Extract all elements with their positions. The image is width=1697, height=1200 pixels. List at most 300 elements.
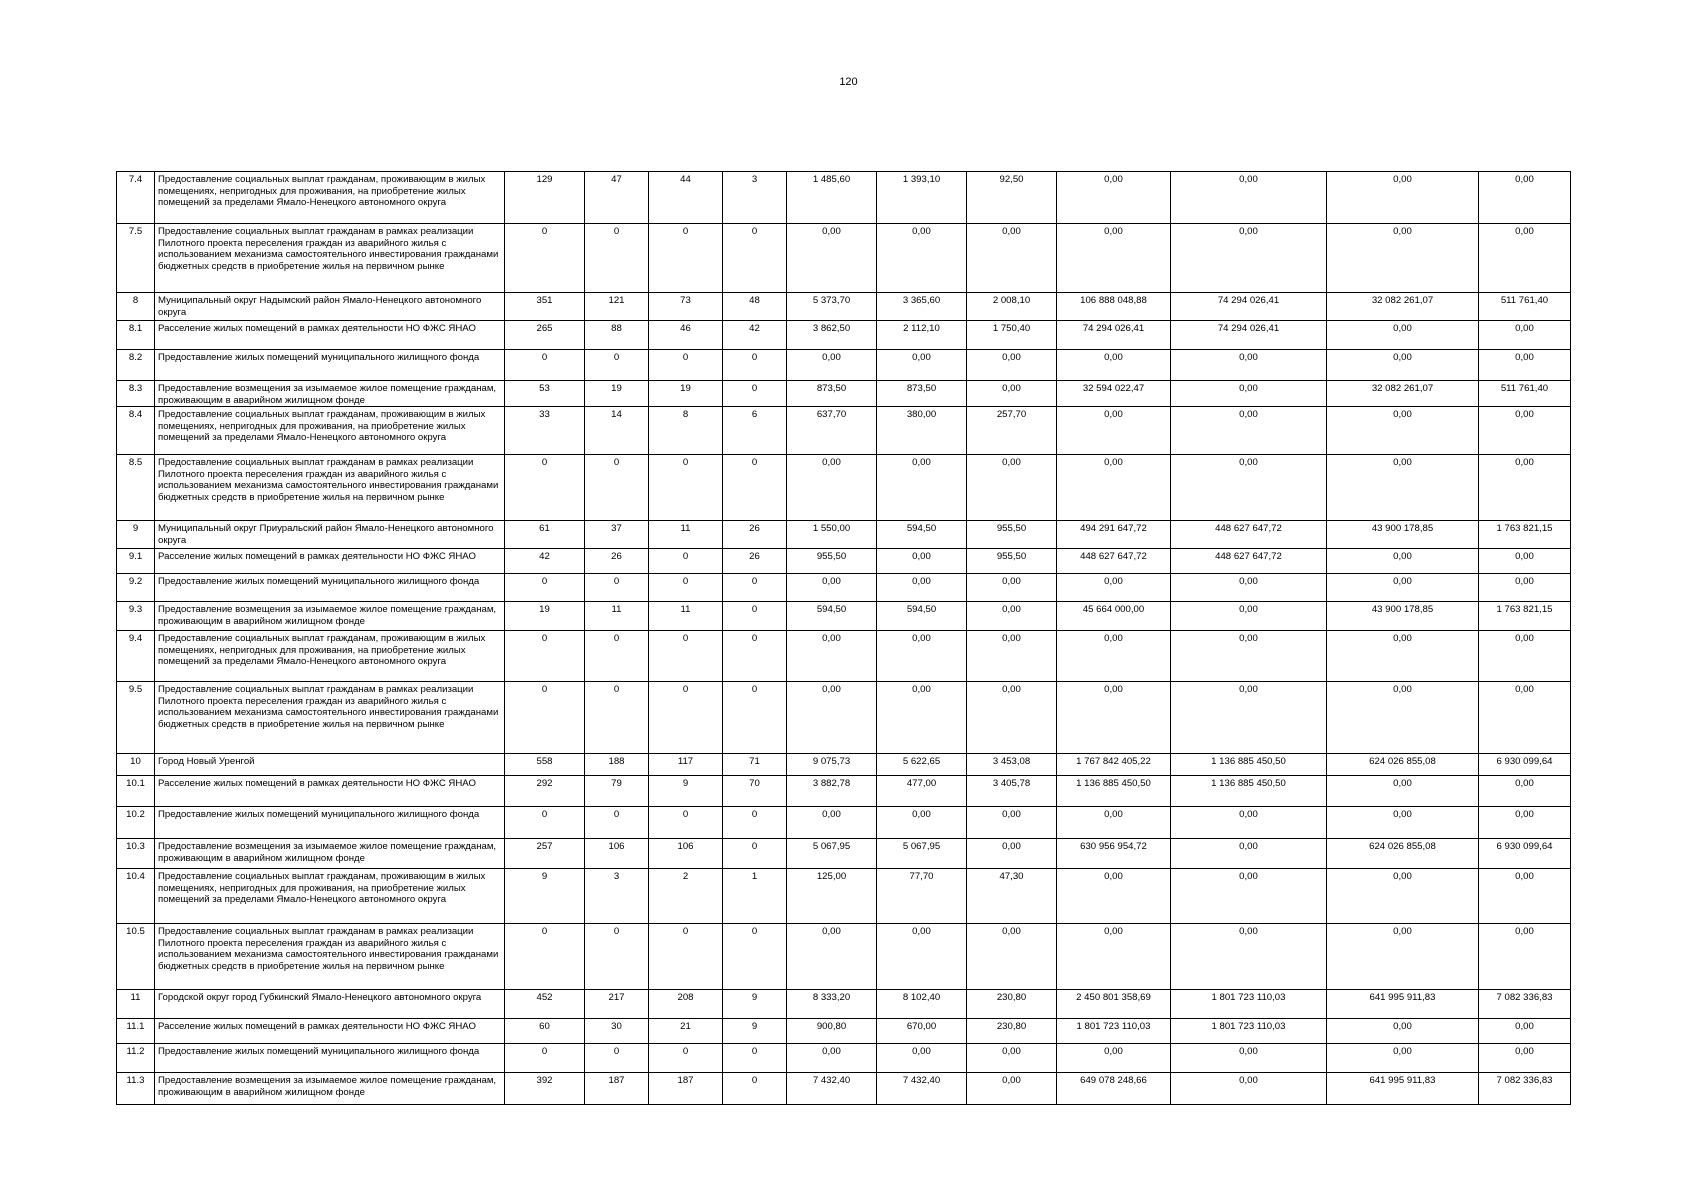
row-name-cell: Расселение жилых помещений в рамках деятельности НО ФЖС ЯНАО xyxy=(155,321,505,350)
table-row xyxy=(117,924,1571,990)
value-cell-col-4: 0 xyxy=(723,924,787,990)
table-row xyxy=(117,293,1571,321)
table-row xyxy=(117,350,1571,381)
row-number-cell: 7.5 xyxy=(117,224,155,293)
value-cell-col-4: 9 xyxy=(723,990,787,1019)
value-cell-col-11: 6 930 099,64 xyxy=(1479,754,1571,776)
row-number-cell: 9 xyxy=(117,521,155,549)
table-row xyxy=(117,754,1571,776)
row-name-cell: Предоставление возмещения за изымаемое жилое помещение гражданам, проживающим в аварийном жилищном фонде xyxy=(155,839,505,869)
value-cell-col-8: 32 594 022,47 xyxy=(1057,381,1171,407)
value-cell-col-4: 0 xyxy=(723,1044,787,1073)
value-cell-col-3: 0 xyxy=(649,224,723,293)
value-cell-col-10: 32 082 261,07 xyxy=(1327,293,1479,321)
value-cell-col-7: 3 405,78 xyxy=(967,776,1057,807)
value-cell-col-9: 74 294 026,41 xyxy=(1171,321,1327,350)
value-cell-col-6: 1 393,10 xyxy=(877,172,967,224)
value-cell-col-11: 0,00 xyxy=(1479,924,1571,990)
table-row xyxy=(117,172,1571,224)
row-name-cell: Предоставление жилых помещений муниципального жилищного фонда xyxy=(155,350,505,381)
value-cell-col-11: 0,00 xyxy=(1479,350,1571,381)
value-cell-col-5: 0,00 xyxy=(787,574,877,602)
row-number-cell: 11.1 xyxy=(117,1019,155,1044)
value-cell-col-2: 0 xyxy=(585,631,649,682)
value-cell-col-2: 14 xyxy=(585,407,649,455)
value-cell-col-10: 0,00 xyxy=(1327,224,1479,293)
value-cell-col-7: 0,00 xyxy=(967,807,1057,839)
value-cell-col-4: 70 xyxy=(723,776,787,807)
value-cell-col-8: 0,00 xyxy=(1057,869,1171,924)
row-name-cell: Расселение жилых помещений в рамках деятельности НО ФЖС ЯНАО xyxy=(155,549,505,574)
row-number-cell: 8.1 xyxy=(117,321,155,350)
value-cell-col-10: 641 995 911,83 xyxy=(1327,990,1479,1019)
value-cell-col-8: 106 888 048,88 xyxy=(1057,293,1171,321)
table-row xyxy=(117,1073,1571,1105)
value-cell-col-5: 3 862,50 xyxy=(787,321,877,350)
value-cell-col-1: 0 xyxy=(505,807,585,839)
value-cell-col-5: 0,00 xyxy=(787,224,877,293)
value-cell-col-11: 0,00 xyxy=(1479,407,1571,455)
value-cell-col-8: 0,00 xyxy=(1057,807,1171,839)
row-name-cell: Предоставление жилых помещений муниципального жилищного фонда xyxy=(155,807,505,839)
row-name-cell: Предоставление социальных выплат гражданам, проживающим в жилых помещениях, непригодных для проживания, на приобретение жилых помещений за пределами Ямало-Ненецкого автономного округа xyxy=(155,172,505,224)
row-number-cell: 9.2 xyxy=(117,574,155,602)
value-cell-col-5: 873,50 xyxy=(787,381,877,407)
value-cell-col-8: 0,00 xyxy=(1057,924,1171,990)
value-cell-col-1: 392 xyxy=(505,1073,585,1105)
value-cell-col-3: 208 xyxy=(649,990,723,1019)
value-cell-col-1: 129 xyxy=(505,172,585,224)
value-cell-col-7: 230,80 xyxy=(967,1019,1057,1044)
value-cell-col-7: 230,80 xyxy=(967,990,1057,1019)
value-cell-col-11: 7 082 336,83 xyxy=(1479,1073,1571,1105)
value-cell-col-2: 11 xyxy=(585,602,649,631)
row-number-cell: 11.2 xyxy=(117,1044,155,1073)
value-cell-col-7: 0,00 xyxy=(967,455,1057,521)
value-cell-col-6: 0,00 xyxy=(877,549,967,574)
value-cell-col-6: 0,00 xyxy=(877,1044,967,1073)
page-number: 120 xyxy=(839,76,858,88)
value-cell-col-5: 5 373,70 xyxy=(787,293,877,321)
value-cell-col-2: 0 xyxy=(585,574,649,602)
value-cell-col-3: 9 xyxy=(649,776,723,807)
value-cell-col-11: 1 763 821,15 xyxy=(1479,521,1571,549)
value-cell-col-11: 1 763 821,15 xyxy=(1479,602,1571,631)
value-cell-col-9: 1 801 723 110,03 xyxy=(1171,990,1327,1019)
value-cell-col-5: 594,50 xyxy=(787,602,877,631)
value-cell-col-9: 0,00 xyxy=(1171,869,1327,924)
value-cell-col-3: 187 xyxy=(649,1073,723,1105)
row-name-cell: Предоставление жилых помещений муниципального жилищного фонда xyxy=(155,574,505,602)
table-row xyxy=(117,381,1571,407)
value-cell-col-9: 0,00 xyxy=(1171,602,1327,631)
value-cell-col-6: 0,00 xyxy=(877,574,967,602)
value-cell-col-8: 1 767 842 405,22 xyxy=(1057,754,1171,776)
value-cell-col-2: 88 xyxy=(585,321,649,350)
value-cell-col-6: 670,00 xyxy=(877,1019,967,1044)
value-cell-col-10: 0,00 xyxy=(1327,1044,1479,1073)
row-number-cell: 7.4 xyxy=(117,172,155,224)
value-cell-col-4: 1 xyxy=(723,869,787,924)
value-cell-col-1: 0 xyxy=(505,924,585,990)
value-cell-col-8: 74 294 026,41 xyxy=(1057,321,1171,350)
value-cell-col-7: 257,70 xyxy=(967,407,1057,455)
value-cell-col-11: 0,00 xyxy=(1479,1019,1571,1044)
value-cell-col-6: 594,50 xyxy=(877,521,967,549)
table-row xyxy=(117,1044,1571,1073)
value-cell-col-4: 0 xyxy=(723,682,787,754)
value-cell-col-8: 448 627 647,72 xyxy=(1057,549,1171,574)
row-name-cell: Предоставление социальных выплат гражданам в рамках реализации Пилотного проекта переселения граждан из аварийного жилья с использованием механизма самостоятельного инвестирования гражданами бюджетных средств в приобретение жилья на первичном рынке xyxy=(155,924,505,990)
value-cell-col-3: 0 xyxy=(649,924,723,990)
value-cell-col-11: 0,00 xyxy=(1479,321,1571,350)
value-cell-col-2: 30 xyxy=(585,1019,649,1044)
value-cell-col-6: 380,00 xyxy=(877,407,967,455)
value-cell-col-5: 0,00 xyxy=(787,1044,877,1073)
value-cell-col-2: 79 xyxy=(585,776,649,807)
value-cell-col-10: 0,00 xyxy=(1327,407,1479,455)
row-name-cell: Предоставление возмещения за изымаемое жилое помещение гражданам, проживающим в аварийном жилищном фонде xyxy=(155,381,505,407)
value-cell-col-9: 0,00 xyxy=(1171,574,1327,602)
value-cell-col-4: 0 xyxy=(723,224,787,293)
value-cell-col-7: 0,00 xyxy=(967,224,1057,293)
value-cell-col-9: 448 627 647,72 xyxy=(1171,521,1327,549)
value-cell-col-2: 217 xyxy=(585,990,649,1019)
value-cell-col-9: 0,00 xyxy=(1171,455,1327,521)
value-cell-col-2: 0 xyxy=(585,455,649,521)
table-row xyxy=(117,224,1571,293)
value-cell-col-11: 0,00 xyxy=(1479,172,1571,224)
value-cell-col-3: 21 xyxy=(649,1019,723,1044)
value-cell-col-8: 0,00 xyxy=(1057,224,1171,293)
table-row xyxy=(117,807,1571,839)
row-number-cell: 9.1 xyxy=(117,549,155,574)
value-cell-col-1: 292 xyxy=(505,776,585,807)
table-row xyxy=(117,321,1571,350)
value-cell-col-5: 8 333,20 xyxy=(787,990,877,1019)
value-cell-col-2: 19 xyxy=(585,381,649,407)
value-cell-col-7: 0,00 xyxy=(967,381,1057,407)
value-cell-col-9: 0,00 xyxy=(1171,350,1327,381)
value-cell-col-4: 0 xyxy=(723,602,787,631)
value-cell-col-10: 43 900 178,85 xyxy=(1327,521,1479,549)
value-cell-col-10: 0,00 xyxy=(1327,924,1479,990)
value-cell-col-4: 42 xyxy=(723,321,787,350)
value-cell-col-4: 0 xyxy=(723,807,787,839)
row-name-cell: Предоставление социальных выплат гражданам в рамках реализации Пилотного проекта переселения граждан из аварийного жилья с использованием механизма самостоятельного инвестирования гражданами бюджетных средств в приобретение жилья на первичном рынке xyxy=(155,455,505,521)
value-cell-col-4: 0 xyxy=(723,839,787,869)
value-cell-col-6: 594,50 xyxy=(877,602,967,631)
value-cell-col-11: 0,00 xyxy=(1479,574,1571,602)
value-cell-col-6: 873,50 xyxy=(877,381,967,407)
value-cell-col-5: 0,00 xyxy=(787,807,877,839)
value-cell-col-5: 955,50 xyxy=(787,549,877,574)
value-cell-col-9: 1 801 723 110,03 xyxy=(1171,1019,1327,1044)
table-row xyxy=(117,455,1571,521)
row-number-cell: 8.5 xyxy=(117,455,155,521)
value-cell-col-10: 0,00 xyxy=(1327,682,1479,754)
value-cell-col-11: 0,00 xyxy=(1479,455,1571,521)
value-cell-col-9: 0,00 xyxy=(1171,807,1327,839)
row-number-cell: 8.3 xyxy=(117,381,155,407)
value-cell-col-2: 106 xyxy=(585,839,649,869)
row-name-cell: Предоставление социальных выплат гражданам, проживающим в жилых помещениях, непригодных для проживания, на приобретение жилых помещений за пределами Ямало-Ненецкого автономного округа xyxy=(155,631,505,682)
row-name-cell: Предоставление социальных выплат гражданам в рамках реализации Пилотного проекта переселения граждан из аварийного жилья с использованием механизма самостоятельного инвестирования гражданами бюджетных средств в приобретение жилья на первичном рынке xyxy=(155,224,505,293)
row-number-cell: 8.4 xyxy=(117,407,155,455)
table-row xyxy=(117,521,1571,549)
value-cell-col-1: 0 xyxy=(505,631,585,682)
value-cell-col-6: 7 432,40 xyxy=(877,1073,967,1105)
table-row xyxy=(117,682,1571,754)
value-cell-col-10: 0,00 xyxy=(1327,321,1479,350)
row-number-cell: 11.3 xyxy=(117,1073,155,1105)
value-cell-col-4: 26 xyxy=(723,549,787,574)
value-cell-col-10: 0,00 xyxy=(1327,350,1479,381)
value-cell-col-1: 0 xyxy=(505,574,585,602)
value-cell-col-2: 47 xyxy=(585,172,649,224)
value-cell-col-6: 5 622,65 xyxy=(877,754,967,776)
value-cell-col-10: 624 026 855,08 xyxy=(1327,754,1479,776)
value-cell-col-5: 125,00 xyxy=(787,869,877,924)
value-cell-col-3: 19 xyxy=(649,381,723,407)
value-cell-col-8: 2 450 801 358,69 xyxy=(1057,990,1171,1019)
row-name-cell: Городской округ город Губкинский Ямало-Ненецкого автономного округа xyxy=(155,990,505,1019)
value-cell-col-10: 0,00 xyxy=(1327,574,1479,602)
value-cell-col-9: 1 136 885 450,50 xyxy=(1171,776,1327,807)
value-cell-col-8: 494 291 647,72 xyxy=(1057,521,1171,549)
value-cell-col-6: 2 112,10 xyxy=(877,321,967,350)
row-name-cell: Предоставление социальных выплат гражданам в рамках реализации Пилотного проекта переселения граждан из аварийного жилья с использованием механизма самостоятельного инвестирования гражданами бюджетных средств в приобретение жилья на первичном рынке xyxy=(155,682,505,754)
value-cell-col-5: 637,70 xyxy=(787,407,877,455)
value-cell-col-3: 0 xyxy=(649,574,723,602)
value-cell-col-1: 351 xyxy=(505,293,585,321)
value-cell-col-11: 0,00 xyxy=(1479,807,1571,839)
row-number-cell: 9.3 xyxy=(117,602,155,631)
value-cell-col-9: 448 627 647,72 xyxy=(1171,549,1327,574)
value-cell-col-3: 0 xyxy=(649,455,723,521)
value-cell-col-3: 46 xyxy=(649,321,723,350)
value-cell-col-11: 0,00 xyxy=(1479,776,1571,807)
value-cell-col-7: 955,50 xyxy=(967,521,1057,549)
value-cell-col-9: 0,00 xyxy=(1171,407,1327,455)
value-cell-col-2: 0 xyxy=(585,924,649,990)
value-cell-col-4: 0 xyxy=(723,381,787,407)
value-cell-col-8: 0,00 xyxy=(1057,574,1171,602)
value-cell-col-7: 0,00 xyxy=(967,631,1057,682)
row-number-cell: 10.1 xyxy=(117,776,155,807)
value-cell-col-1: 61 xyxy=(505,521,585,549)
value-cell-col-3: 0 xyxy=(649,549,723,574)
value-cell-col-11: 0,00 xyxy=(1479,682,1571,754)
value-cell-col-4: 9 xyxy=(723,1019,787,1044)
value-cell-col-10: 624 026 855,08 xyxy=(1327,839,1479,869)
value-cell-col-6: 0,00 xyxy=(877,682,967,754)
value-cell-col-1: 33 xyxy=(505,407,585,455)
value-cell-col-10: 0,00 xyxy=(1327,807,1479,839)
value-cell-col-10: 0,00 xyxy=(1327,1019,1479,1044)
row-name-cell: Предоставление возмещения за изымаемое жилое помещение гражданам, проживающим в аварийном жилищном фонде xyxy=(155,602,505,631)
row-name-cell: Город Новый Уренгой xyxy=(155,754,505,776)
value-cell-col-10: 0,00 xyxy=(1327,549,1479,574)
value-cell-col-8: 0,00 xyxy=(1057,455,1171,521)
value-cell-col-6: 0,00 xyxy=(877,224,967,293)
value-cell-col-5: 900,80 xyxy=(787,1019,877,1044)
value-cell-col-7: 0,00 xyxy=(967,602,1057,631)
value-cell-col-5: 7 432,40 xyxy=(787,1073,877,1105)
row-number-cell: 10.2 xyxy=(117,807,155,839)
value-cell-col-2: 121 xyxy=(585,293,649,321)
value-cell-col-11: 7 082 336,83 xyxy=(1479,990,1571,1019)
value-cell-col-1: 19 xyxy=(505,602,585,631)
value-cell-col-9: 0,00 xyxy=(1171,172,1327,224)
value-cell-col-1: 0 xyxy=(505,455,585,521)
value-cell-col-3: 0 xyxy=(649,631,723,682)
row-name-cell: Предоставление возмещения за изымаемое жилое помещение гражданам, проживающим в аварийном жилищном фонде xyxy=(155,1073,505,1105)
value-cell-col-10: 43 900 178,85 xyxy=(1327,602,1479,631)
row-name-cell: Предоставление социальных выплат гражданам, проживающим в жилых помещениях, непригодных для проживания, на приобретение жилых помещений за пределами Ямало-Ненецкого автономного округа xyxy=(155,407,505,455)
value-cell-col-3: 0 xyxy=(649,350,723,381)
value-cell-col-5: 0,00 xyxy=(787,631,877,682)
value-cell-col-3: 106 xyxy=(649,839,723,869)
row-number-cell: 9.5 xyxy=(117,682,155,754)
value-cell-col-5: 3 882,78 xyxy=(787,776,877,807)
table-row xyxy=(117,990,1571,1019)
value-cell-col-1: 53 xyxy=(505,381,585,407)
value-cell-col-3: 73 xyxy=(649,293,723,321)
value-cell-col-1: 42 xyxy=(505,549,585,574)
value-cell-col-1: 0 xyxy=(505,682,585,754)
value-cell-col-9: 0,00 xyxy=(1171,682,1327,754)
value-cell-col-2: 3 xyxy=(585,869,649,924)
value-cell-col-5: 0,00 xyxy=(787,682,877,754)
value-cell-col-6: 5 067,95 xyxy=(877,839,967,869)
row-number-cell: 8.2 xyxy=(117,350,155,381)
value-cell-col-2: 0 xyxy=(585,224,649,293)
value-cell-col-5: 0,00 xyxy=(787,455,877,521)
value-cell-col-1: 60 xyxy=(505,1019,585,1044)
value-cell-col-10: 0,00 xyxy=(1327,776,1479,807)
value-cell-col-10: 0,00 xyxy=(1327,869,1479,924)
value-cell-col-1: 257 xyxy=(505,839,585,869)
value-cell-col-10: 0,00 xyxy=(1327,172,1479,224)
value-cell-col-3: 44 xyxy=(649,172,723,224)
value-cell-col-1: 0 xyxy=(505,1044,585,1073)
value-cell-col-11: 511 761,40 xyxy=(1479,293,1571,321)
value-cell-col-8: 0,00 xyxy=(1057,407,1171,455)
value-cell-col-8: 0,00 xyxy=(1057,631,1171,682)
value-cell-col-10: 32 082 261,07 xyxy=(1327,381,1479,407)
value-cell-col-4: 48 xyxy=(723,293,787,321)
value-cell-col-4: 0 xyxy=(723,350,787,381)
value-cell-col-7: 2 008,10 xyxy=(967,293,1057,321)
value-cell-col-4: 0 xyxy=(723,1073,787,1105)
row-name-cell: Муниципальный округ Приуральский район Ямало-Ненецкого автономного округа xyxy=(155,521,505,549)
value-cell-col-9: 0,00 xyxy=(1171,1073,1327,1105)
value-cell-col-9: 1 136 885 450,50 xyxy=(1171,754,1327,776)
value-cell-col-2: 187 xyxy=(585,1073,649,1105)
row-name-cell: Расселение жилых помещений в рамках деятельности НО ФЖС ЯНАО xyxy=(155,776,505,807)
value-cell-col-5: 1 485,60 xyxy=(787,172,877,224)
value-cell-col-8: 45 664 000,00 xyxy=(1057,602,1171,631)
value-cell-col-4: 71 xyxy=(723,754,787,776)
value-cell-col-2: 188 xyxy=(585,754,649,776)
row-number-cell: 11 xyxy=(117,990,155,1019)
value-cell-col-7: 955,50 xyxy=(967,549,1057,574)
row-name-cell: Расселение жилых помещений в рамках деятельности НО ФЖС ЯНАО xyxy=(155,1019,505,1044)
row-name-cell: Предоставление социальных выплат гражданам, проживающим в жилых помещениях, непригодных для проживания, на приобретение жилых помещений за пределами Ямало-Ненецкого автономного округа xyxy=(155,869,505,924)
value-cell-col-5: 0,00 xyxy=(787,350,877,381)
value-cell-col-7: 0,00 xyxy=(967,574,1057,602)
value-cell-col-3: 8 xyxy=(649,407,723,455)
value-cell-col-7: 3 453,08 xyxy=(967,754,1057,776)
row-number-cell: 8 xyxy=(117,293,155,321)
value-cell-col-3: 0 xyxy=(649,807,723,839)
value-cell-col-6: 77,70 xyxy=(877,869,967,924)
value-cell-col-6: 0,00 xyxy=(877,350,967,381)
value-cell-col-8: 1 136 885 450,50 xyxy=(1057,776,1171,807)
value-cell-col-8: 0,00 xyxy=(1057,172,1171,224)
value-cell-col-9: 0,00 xyxy=(1171,1044,1327,1073)
value-cell-col-7: 0,00 xyxy=(967,682,1057,754)
value-cell-col-11: 0,00 xyxy=(1479,1044,1571,1073)
value-cell-col-2: 0 xyxy=(585,350,649,381)
value-cell-col-7: 0,00 xyxy=(967,1073,1057,1105)
value-cell-col-3: 0 xyxy=(649,682,723,754)
value-cell-col-11: 6 930 099,64 xyxy=(1479,839,1571,869)
row-name-cell: Муниципальный округ Надымский район Ямало-Ненецкого автономного округа xyxy=(155,293,505,321)
value-cell-col-9: 0,00 xyxy=(1171,839,1327,869)
value-cell-col-4: 26 xyxy=(723,521,787,549)
row-name-cell: Предоставление жилых помещений муниципального жилищного фонда xyxy=(155,1044,505,1073)
value-cell-col-5: 1 550,00 xyxy=(787,521,877,549)
value-cell-col-6: 8 102,40 xyxy=(877,990,967,1019)
row-number-cell: 9.4 xyxy=(117,631,155,682)
table-row xyxy=(117,602,1571,631)
table-row xyxy=(117,574,1571,602)
value-cell-col-1: 265 xyxy=(505,321,585,350)
value-cell-col-7: 0,00 xyxy=(967,924,1057,990)
value-cell-col-1: 9 xyxy=(505,869,585,924)
value-cell-col-1: 558 xyxy=(505,754,585,776)
value-cell-col-9: 74 294 026,41 xyxy=(1171,293,1327,321)
value-cell-col-4: 0 xyxy=(723,455,787,521)
value-cell-col-11: 0,00 xyxy=(1479,224,1571,293)
value-cell-col-6: 0,00 xyxy=(877,807,967,839)
value-cell-col-11: 0,00 xyxy=(1479,631,1571,682)
value-cell-col-8: 0,00 xyxy=(1057,1044,1171,1073)
value-cell-col-6: 0,00 xyxy=(877,455,967,521)
value-cell-col-9: 0,00 xyxy=(1171,924,1327,990)
value-cell-col-2: 26 xyxy=(585,549,649,574)
value-cell-col-2: 0 xyxy=(585,807,649,839)
value-cell-col-1: 0 xyxy=(505,224,585,293)
value-cell-col-4: 0 xyxy=(723,631,787,682)
value-cell-col-9: 0,00 xyxy=(1171,631,1327,682)
value-cell-col-10: 641 995 911,83 xyxy=(1327,1073,1479,1105)
value-cell-col-3: 0 xyxy=(649,1044,723,1073)
row-number-cell: 10.3 xyxy=(117,839,155,869)
value-cell-col-9: 0,00 xyxy=(1171,224,1327,293)
value-cell-col-8: 1 801 723 110,03 xyxy=(1057,1019,1171,1044)
row-number-cell: 10.5 xyxy=(117,924,155,990)
table-row xyxy=(117,776,1571,807)
value-cell-col-10: 0,00 xyxy=(1327,455,1479,521)
value-cell-col-2: 0 xyxy=(585,1044,649,1073)
row-number-cell: 10 xyxy=(117,754,155,776)
value-cell-col-8: 649 078 248,66 xyxy=(1057,1073,1171,1105)
value-cell-col-10: 0,00 xyxy=(1327,631,1479,682)
value-cell-col-7: 92,50 xyxy=(967,172,1057,224)
